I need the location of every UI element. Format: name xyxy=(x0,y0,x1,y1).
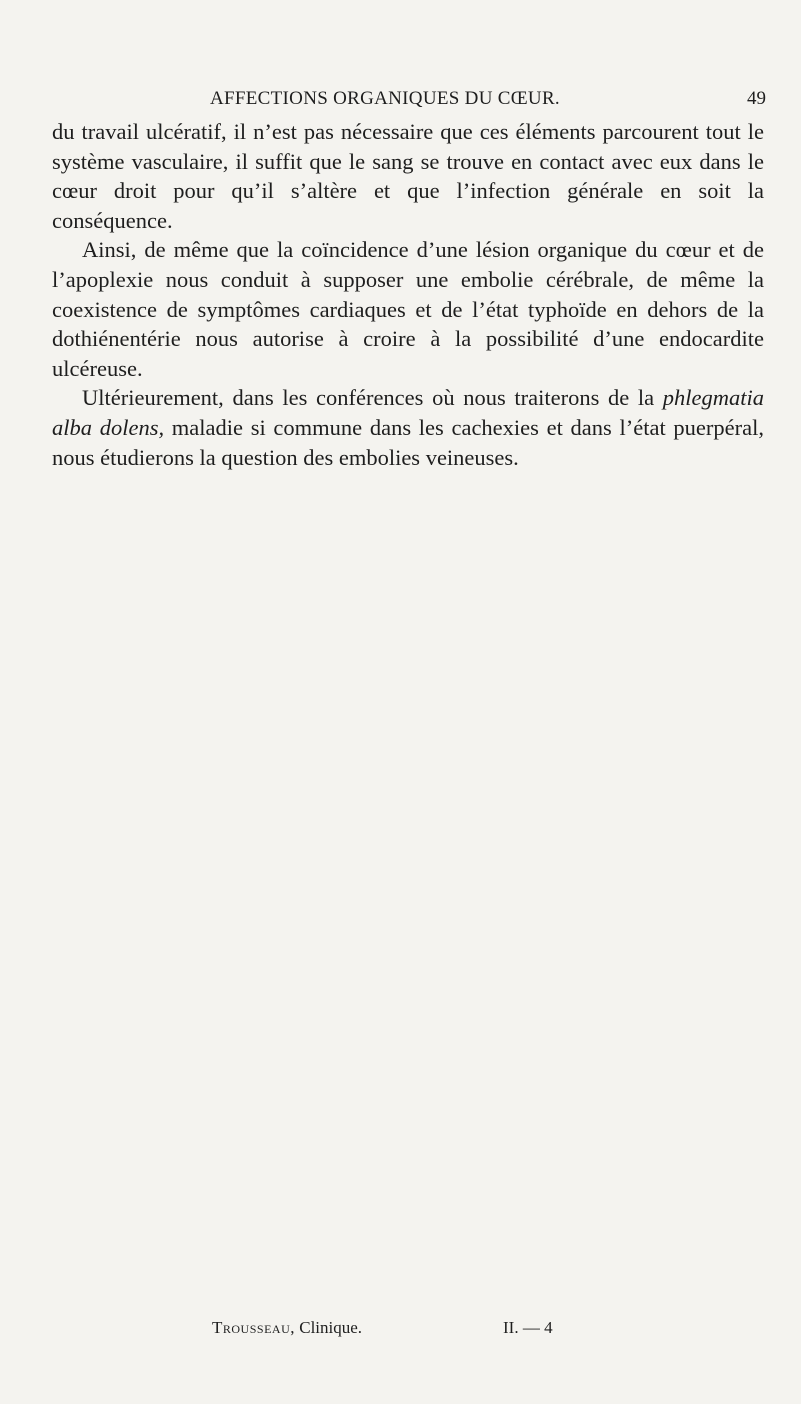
footer-author: Trousseau, xyxy=(212,1318,295,1337)
page-footer xyxy=(0,1318,801,1342)
paragraph-3-italic-term: phlegmatia alba dolens, xyxy=(52,385,764,440)
paragraph-2: Ainsi, de même que la coïncidence d’une lésion organique du cœur et de l’apoplexie nous conduit à supposer une embolie cérébrale, de même la coexistence de symptômes cardiaques et de l’état typhoïde en dehors de la dothiénentérie nous autorise à croire à la possibilité d’une endocardite ulcéreuse. xyxy=(52,237,764,381)
paragraph-3-text-after: maladie si commune dans les cachexies et dans l’état puerpéral, nous étudierons la question des embolies veineuses. xyxy=(52,414,764,470)
paragraph-3-text-before: Ultérieurement, dans les conférences où nous traiterons de la xyxy=(82,385,663,411)
paragraph-1: du travail ulcératif, il n’est pas nécessaire que ces éléments parcourent tout le système vasculaire, il suffit que le sang se trouve en contact avec eux dans le cœur droit pour qu’il s’altère et que l’infection générale en soit la conséquence. xyxy=(52,119,764,233)
body-text xyxy=(52,117,764,472)
footer-work: Clinique. xyxy=(299,1318,363,1337)
footer-signature: II. — 4 xyxy=(503,1318,553,1337)
paragraph-3 xyxy=(52,383,764,472)
footer-citation xyxy=(212,1318,362,1338)
page-number: 49 xyxy=(747,88,766,109)
running-title: AFFECTIONS ORGANIQUES DU CŒUR. xyxy=(210,88,560,109)
page-header xyxy=(0,88,801,116)
